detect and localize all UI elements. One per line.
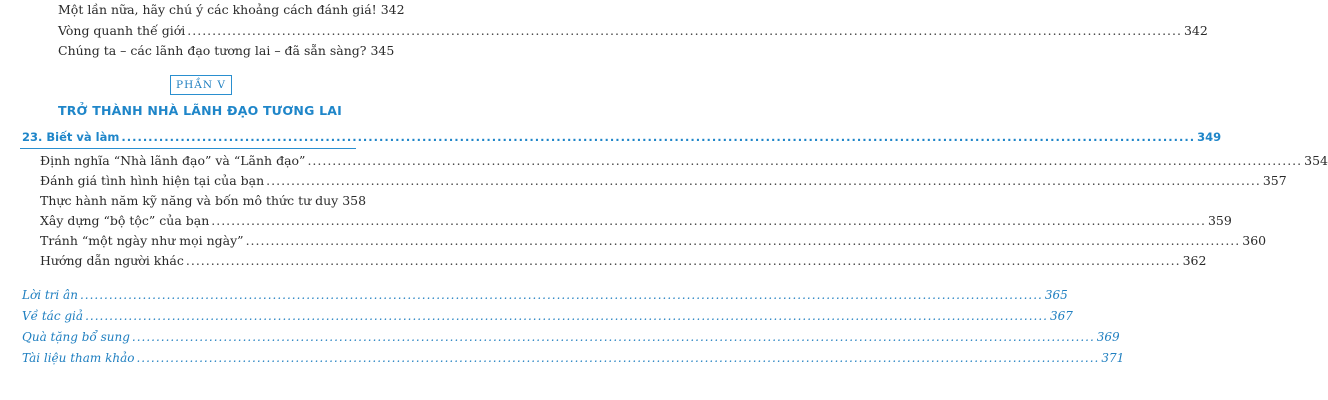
toc-entry-page: 345 (370, 43, 395, 58)
toc-entry[interactable] (40, 213, 1232, 229)
toc-entry-label: Tránh “một ngày như mọi ngày” (40, 233, 244, 248)
toc-entry-page: 358 (342, 193, 367, 208)
dot-leader (132, 329, 1095, 345)
back-matter-entry[interactable] (22, 350, 1125, 366)
toc-entry[interactable] (58, 2, 405, 18)
back-matter-entry[interactable] (22, 287, 1068, 303)
dot-leader (80, 287, 1043, 303)
toc-entry-label: Hướng dẫn người khác (40, 253, 184, 268)
toc-entry[interactable] (40, 153, 1328, 169)
dot-leader (211, 213, 1206, 229)
back-matter-entry[interactable] (22, 329, 1120, 345)
dot-leader (85, 308, 1048, 324)
dot-leader (266, 173, 1261, 189)
back-matter-page: 365 (1044, 288, 1068, 302)
toc-entry-label: Chúng ta – các lãnh đạo tương lai – đã sẵn sàng? (58, 43, 367, 58)
chapter-label: 23. Biết và làm (22, 130, 120, 144)
toc-entry-page: 359 (1207, 213, 1232, 228)
dot-leader (121, 129, 1195, 145)
back-matter-page: 371 (1101, 351, 1125, 365)
chapter-divider (20, 148, 356, 149)
chapter-page: 349 (1197, 130, 1222, 144)
toc-entry-label: Định nghĩa “Nhà lãnh đạo” và “Lãnh đạo” (40, 153, 306, 168)
toc-entry-page: 362 (1182, 253, 1207, 268)
dot-leader (186, 253, 1181, 269)
chapter-entry[interactable] (22, 129, 1222, 145)
dot-leader (246, 233, 1241, 249)
back-matter-label: Lời tri ân (22, 288, 78, 302)
part-label-box (170, 75, 232, 95)
toc-entry-label: Vòng quanh thế giới (58, 23, 186, 38)
toc-entry[interactable] (58, 43, 395, 59)
toc-entry-page: 342 (1183, 23, 1208, 38)
toc-entry-label: Một lần nữa, hãy chú ý các khoảng cách đánh giá! (58, 2, 377, 17)
toc-entry[interactable] (58, 23, 1208, 39)
toc-entry[interactable] (40, 233, 1267, 249)
part-label: PHẦN V (176, 79, 226, 91)
back-matter-entry[interactable] (22, 308, 1073, 324)
dot-leader (187, 23, 1182, 39)
toc-entry-page: 357 (1262, 173, 1287, 188)
toc-entry[interactable] (40, 253, 1207, 269)
toc-entry-label: Xây dựng “bộ tộc” của bạn (40, 213, 210, 228)
back-matter-label: Về tác giả (22, 309, 84, 323)
toc-entry-label: Thực hành năm kỹ năng và bốn mô thức tư duy (40, 193, 339, 208)
dot-leader (136, 350, 1099, 366)
back-matter-label: Tài liệu tham khảo (22, 351, 135, 365)
toc-entry-page: 354 (1304, 153, 1328, 168)
toc-entry-page: 360 (1242, 233, 1267, 248)
back-matter-page: 369 (1096, 330, 1120, 344)
toc-entry[interactable] (40, 173, 1287, 189)
back-matter-label: Quà tặng bổ sung (22, 330, 130, 344)
back-matter-page: 367 (1049, 309, 1073, 323)
toc-entry-page: 342 (380, 2, 405, 17)
toc-entry-label: Đánh giá tình hình hiện tại của bạn (40, 173, 265, 188)
toc-entry[interactable] (40, 193, 367, 209)
part-title: TRỞ THÀNH NHÀ LÃNH ĐẠO TƯƠNG LAI (58, 103, 342, 118)
dot-leader (307, 153, 1302, 169)
